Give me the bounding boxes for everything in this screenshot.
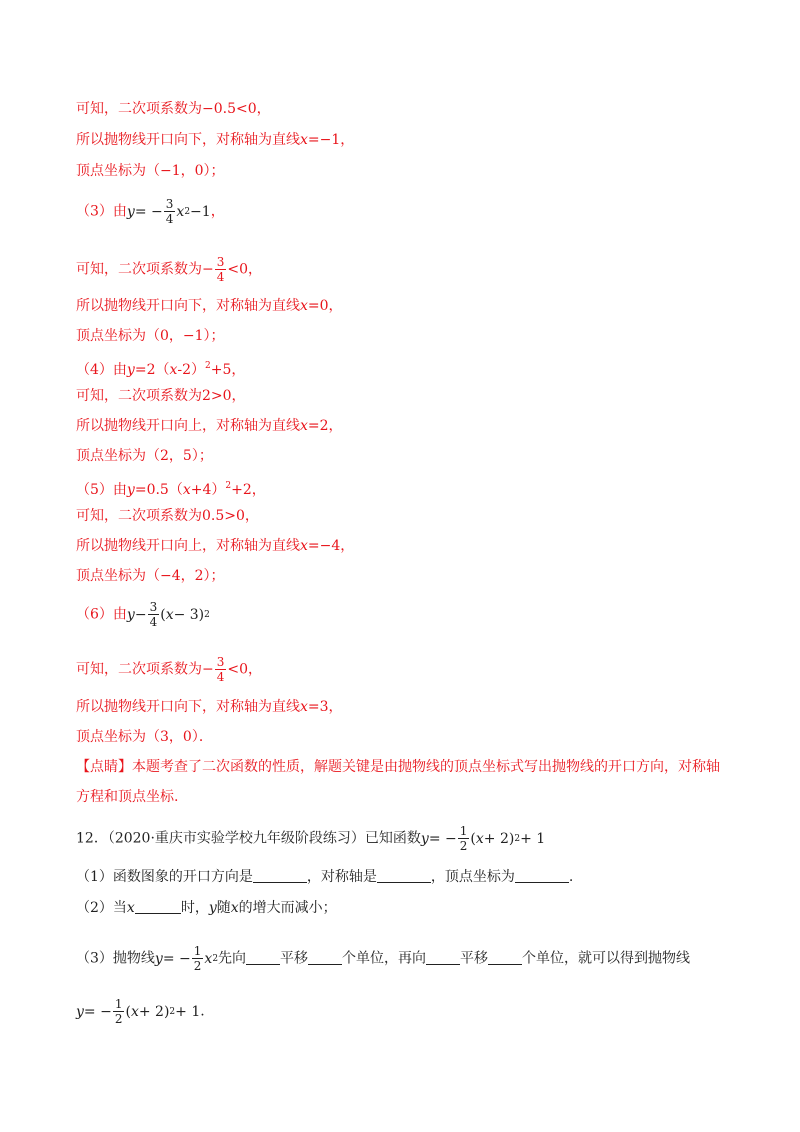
text: +2， xyxy=(231,482,266,498)
comment-line-2 xyxy=(76,787,178,807)
text: 顶点坐标为（−4，2）； xyxy=(76,568,225,584)
text: 可知，二次项系数为− xyxy=(76,261,214,278)
solution-line-16 xyxy=(76,600,210,629)
comment-line-1 xyxy=(76,757,720,777)
var: y xyxy=(126,482,135,498)
var: x xyxy=(126,900,135,916)
var: y xyxy=(126,606,135,623)
text: 平移 xyxy=(460,950,489,967)
text: =2， xyxy=(307,418,343,434)
solution-line-11 xyxy=(76,446,213,466)
denominator: 4 xyxy=(216,670,225,684)
exponent: 2 xyxy=(225,481,232,491)
comment-tag: 【点睛】 xyxy=(76,759,132,775)
var: x xyxy=(182,482,191,498)
denominator: 4 xyxy=(149,615,158,629)
text: 平移 xyxy=(280,950,309,967)
numerator: 1 xyxy=(193,944,202,958)
solution-line-6 xyxy=(76,296,343,316)
answer-blank-range[interactable] xyxy=(135,899,181,914)
denominator: 4 xyxy=(216,270,225,284)
question-2 xyxy=(76,898,337,918)
text: ，顶点坐标为 xyxy=(430,869,515,885)
var: y xyxy=(76,1003,84,1020)
text: <0， xyxy=(227,261,263,278)
text: 的增大而减小； xyxy=(238,900,337,916)
var: x xyxy=(230,900,239,916)
denominator: 2 xyxy=(193,959,202,973)
numerator: 3 xyxy=(149,600,158,614)
text: 随 xyxy=(216,900,231,916)
problem-source: （2020·重庆市实验学校九年级阶段练习）已知函数 xyxy=(107,830,421,847)
op: = − xyxy=(428,830,457,847)
op: ( xyxy=(125,1003,131,1020)
text: （4）由 xyxy=(76,362,127,378)
var: y xyxy=(126,362,135,378)
op: = − xyxy=(134,203,163,220)
text: =2（ xyxy=(134,362,170,378)
question-3 xyxy=(76,944,690,973)
var: x xyxy=(130,1003,139,1020)
solution-line-5 xyxy=(76,255,262,284)
denominator: 2 xyxy=(114,1012,123,1026)
var: x xyxy=(475,830,484,847)
answer-blank-units-2[interactable] xyxy=(488,950,522,965)
text: =0.5（ xyxy=(134,482,183,498)
var: y xyxy=(154,950,163,967)
text: 所以抛物线开口向下，对称轴为直线 xyxy=(76,132,300,148)
text: （6）由 xyxy=(76,606,127,623)
text: （3）抛物线 xyxy=(76,950,155,967)
text: （2）当 xyxy=(76,900,127,916)
fraction xyxy=(192,944,204,973)
solution-line-1 xyxy=(76,99,271,119)
op: + 2) xyxy=(483,830,515,847)
op: + 1 xyxy=(520,830,546,847)
solution-line-13 xyxy=(76,506,259,526)
solution-line-19 xyxy=(76,727,213,747)
text: +4） xyxy=(190,482,226,498)
fraction xyxy=(215,655,227,684)
answer-blank-direction[interactable] xyxy=(253,868,307,883)
text: （5）由 xyxy=(76,482,127,498)
solution-line-3 xyxy=(76,161,225,181)
var: y xyxy=(126,203,135,220)
text: 顶点坐标为（2，5）； xyxy=(76,448,213,464)
text: 顶点坐标为（−1，0）； xyxy=(76,163,225,179)
solution-line-14 xyxy=(76,536,354,556)
var: x xyxy=(169,362,178,378)
variable-x: x xyxy=(300,132,308,148)
text: ，对称轴是 xyxy=(306,869,377,885)
fraction xyxy=(113,997,125,1026)
exponent: 2 xyxy=(204,609,210,620)
exponent: 2 xyxy=(212,953,219,964)
answer-blank-axis[interactable] xyxy=(377,868,431,883)
text: 顶点坐标为（3，0）． xyxy=(76,729,213,745)
text: 可知，二次项系数为− xyxy=(76,661,214,678)
comment-text: 方程和顶点坐标. xyxy=(76,789,179,805)
text: 可知，二次项系数为0.5>0， xyxy=(76,508,259,524)
variable-x: x xyxy=(300,699,308,715)
op: ( xyxy=(470,830,476,847)
text: 所以抛物线开口向下，对称轴为直线 xyxy=(76,298,300,314)
problem-function xyxy=(421,824,545,853)
text: 可知，二次项系数为2>0， xyxy=(76,388,246,404)
var: y xyxy=(208,900,217,916)
solution-line-2 xyxy=(76,130,354,150)
question-3-continued xyxy=(76,997,205,1026)
op: ( xyxy=(160,606,166,623)
numerator: 3 xyxy=(216,255,225,269)
solution-line-15 xyxy=(76,566,225,586)
formula-6 xyxy=(127,600,210,629)
text: 个单位，再向 xyxy=(342,950,427,967)
text: ， xyxy=(210,203,225,220)
formula-q3 xyxy=(155,944,218,973)
op: = − xyxy=(162,950,191,967)
denominator: 2 xyxy=(459,839,468,853)
answer-blank-dir-1[interactable] xyxy=(246,950,280,965)
op: + 2) xyxy=(138,1003,170,1020)
text: -2） xyxy=(177,362,206,378)
variable-x: x xyxy=(300,418,308,434)
op: + 1 xyxy=(175,1003,201,1020)
text: （3）由 xyxy=(76,203,127,220)
solution-line-12 xyxy=(76,476,266,500)
fraction xyxy=(164,197,176,226)
exponent: 2 xyxy=(514,833,521,844)
var: y xyxy=(420,830,429,847)
fraction xyxy=(215,255,227,284)
text: . xyxy=(568,869,574,885)
numerator: 1 xyxy=(459,824,468,838)
op: − 3) xyxy=(173,606,205,623)
formula-3 xyxy=(127,197,211,226)
text: 先向 xyxy=(218,950,247,967)
exponent: 2 xyxy=(184,206,191,217)
text: =3， xyxy=(307,699,343,715)
text: +5， xyxy=(210,362,246,378)
exponent: 2 xyxy=(205,361,211,371)
text: 顶点坐标为（0，−1）； xyxy=(76,328,225,344)
text: =−4， xyxy=(307,538,355,554)
fraction xyxy=(148,600,160,629)
solution-line-7 xyxy=(76,326,225,346)
op: −1 xyxy=(190,203,211,220)
denominator: 4 xyxy=(165,212,174,226)
solution-line-18 xyxy=(76,697,343,717)
answer-blank-vertex[interactable] xyxy=(515,868,569,883)
comment-text: 本题考查了二次函数的性质，解题关键是由抛物线的顶点坐标式写出抛物线的开口方向，对称轴 xyxy=(132,759,720,775)
text: . xyxy=(200,1003,205,1020)
numerator: 3 xyxy=(165,197,174,211)
variable-x: x xyxy=(300,298,308,314)
solution-line-4 xyxy=(76,197,225,226)
op: = − xyxy=(83,1003,112,1020)
text: =0， xyxy=(307,298,343,314)
text: 可知，二次项系数为−0.5<0， xyxy=(76,101,271,117)
numerator: 1 xyxy=(114,997,123,1011)
solution-line-9 xyxy=(76,386,246,406)
op: − xyxy=(134,606,147,623)
numerator: 3 xyxy=(216,655,225,669)
problem-number: 12． xyxy=(76,830,108,847)
answer-blank-dir-2[interactable] xyxy=(426,950,460,965)
text: 个单位，就可以得到抛物线 xyxy=(522,950,691,967)
solution-line-8 xyxy=(76,356,245,380)
fraction xyxy=(458,824,470,853)
solution-line-17 xyxy=(76,655,262,684)
exponent: 2 xyxy=(169,1006,176,1017)
formula-target xyxy=(76,997,200,1026)
answer-blank-units-1[interactable] xyxy=(308,950,342,965)
text: 所以抛物线开口向上，对称轴为直线 xyxy=(76,538,300,554)
var: x xyxy=(176,203,185,220)
text: （1）函数图象的开口方向是 xyxy=(76,869,253,885)
solution-line-10 xyxy=(76,416,343,436)
text: 所以抛物线开口向下，对称轴为直线 xyxy=(76,699,300,715)
text: 时， xyxy=(180,900,209,916)
problem-12-header xyxy=(76,824,545,853)
var: x xyxy=(165,606,174,623)
text: <0， xyxy=(227,661,263,678)
question-1 xyxy=(76,867,573,887)
text: 所以抛物线开口向上，对称轴为直线 xyxy=(76,418,300,434)
text: =−1， xyxy=(307,132,355,148)
variable-x: x xyxy=(300,538,308,554)
var: x xyxy=(204,950,213,967)
